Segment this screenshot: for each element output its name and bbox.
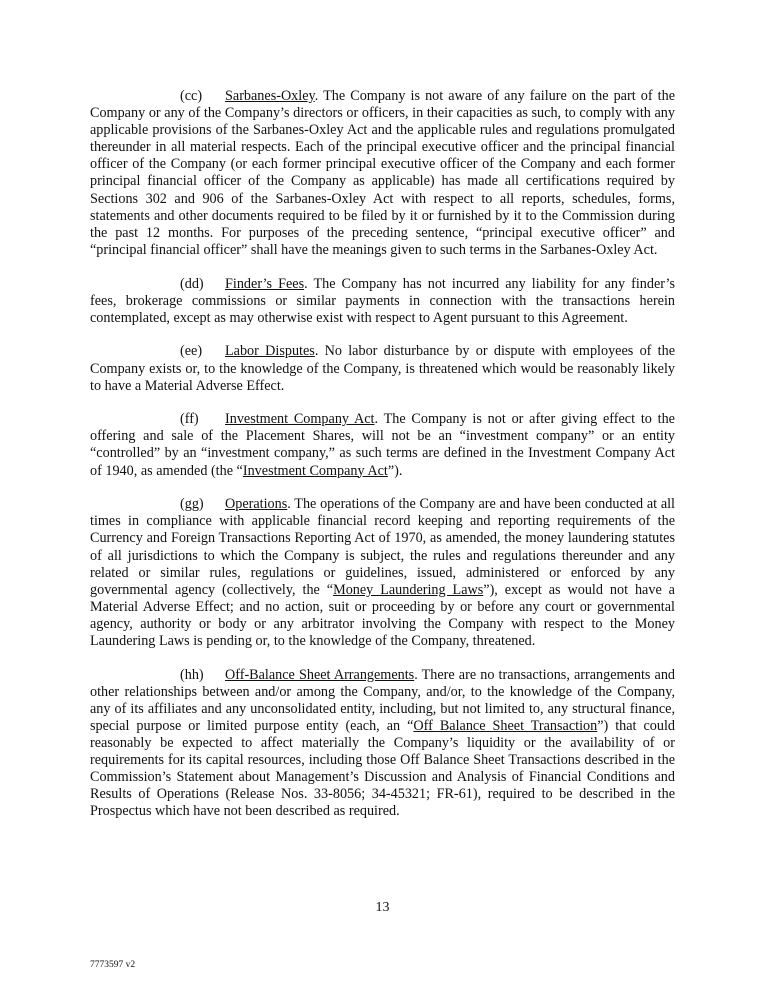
page-number: 13 [375,900,390,915]
section-ff [90,411,675,479]
section-heading: Sarbanes-Oxley [225,88,315,104]
section-heading: Finder’s Fees [225,275,305,292]
section-heading: Labor Disputes [225,343,315,360]
section-text: . There are no transactions, arrangements and other relationships between and/or among the Company, and/or, to the knowledge of the Company, any of its affiliates and any unconsolidated entity, including, but not limited to, any structural finance, special purpose or limited purpose entity (each, an “ [90,666,676,734]
section-hh [90,667,675,821]
section-number: (hh) [180,666,204,683]
section-gg [90,496,675,650]
document-body [90,88,675,837]
section-text: . No labor disturbance by or dispute with employees of the Company exists or, to the knowledge of the Company, is threatened which would be reasonably likely to have a Material Adverse Effect. [90,343,675,394]
section-cc [90,88,675,259]
section-text: ”). [387,462,403,479]
document-id: 7773597 v2 [90,960,136,970]
section-text: . The Company has not incurred any liability for any finder’s fees, brokerage commissions or similar payments in connection with the transactions herein contemplated, except as may otherwise exist with respect to Agent pursuant to this Agreement. [90,275,675,326]
section-text: . The operations of the Company are and have been conducted at all times in compliance with applicable financial record keeping and reporting requirements of the Currency and Foreign Transactions Reporting Act of 1970, as amended, the money laundering statutes of all jurisdictions to which the Company is subject, the rules and regulations thereunder and any related or similar rules, regulations or guidelines, issued, administered or enforced by any governmental agency (collectively, the “ [90,496,675,598]
section-heading: Investment Company Act [225,411,375,428]
section-number: (gg) [180,496,204,513]
defined-term: Off Balance Sheet Transaction [413,717,598,734]
section-text: ”), except as would not have a Material Adverse Effect; and no action, suit or proceeding by or before any court or governmental agency, authority or body or any arbitrator involving the Company with respect to the Money Laundering Laws is pending or, to the knowledge of the Company, threatened. [90,581,675,649]
defined-term: Investment Company Act [242,462,388,479]
section-number: (dd) [180,275,204,292]
section-number: (cc) [180,88,203,104]
section-heading: Off-Balance Sheet Arrangements [225,666,415,683]
section-dd [90,276,675,327]
section-ee [90,343,675,394]
section-heading: Operations [225,496,288,513]
defined-term: Money Laundering Laws [333,581,484,598]
section-text: . The Company is not aware of any failure on the part of the Company or any of the Company’s directors or officers, in their capacities as such, to comply with any applicable provisions of the Sarbanes-Oxley Act and the applicable rules and regulations promulgated thereunder in all material respects. Each of the principal executive officer and the principal financial officer of the Company (or each former principal executive officer of the Company and each former principal financial officer of the Company as applicable) has made all certifications required by Sections 302 and 906 of the Sarbanes-Oxley Act with respect to all reports, schedules, forms, statements and other documents required to be filed by it or furnished by it to the Commission during the past 12 months. For purposes of the preceding sentence, “principal executive officer” and “principal financial officer” shall have the meanings given to such terms in the Sarbanes-Oxley Act. [90,88,675,258]
section-number: (ff) [180,411,199,428]
section-text: ”) that could reasonably be expected to affect materially the Company’s liquidity or the availability of or requirements for its capital resources, including those Off Balance Sheet Transactions described in the Commission’s Statement about Management’s Discussion and Analysis of Financial Conditions and Results of Operations (Release Nos. 33-8056; 34-45321; FR-61), required to be described in the Prospectus which have not been described as required. [90,717,676,820]
section-text: . The Company is not or after giving effect to the offering and sale of the Placement Shares, will not be an “investment company” or an entity “controlled” by an “investment company,” as such terms are defined in the Investment Company Act of 1940, as amended (the “ [90,411,675,479]
section-number: (ee) [180,343,203,360]
